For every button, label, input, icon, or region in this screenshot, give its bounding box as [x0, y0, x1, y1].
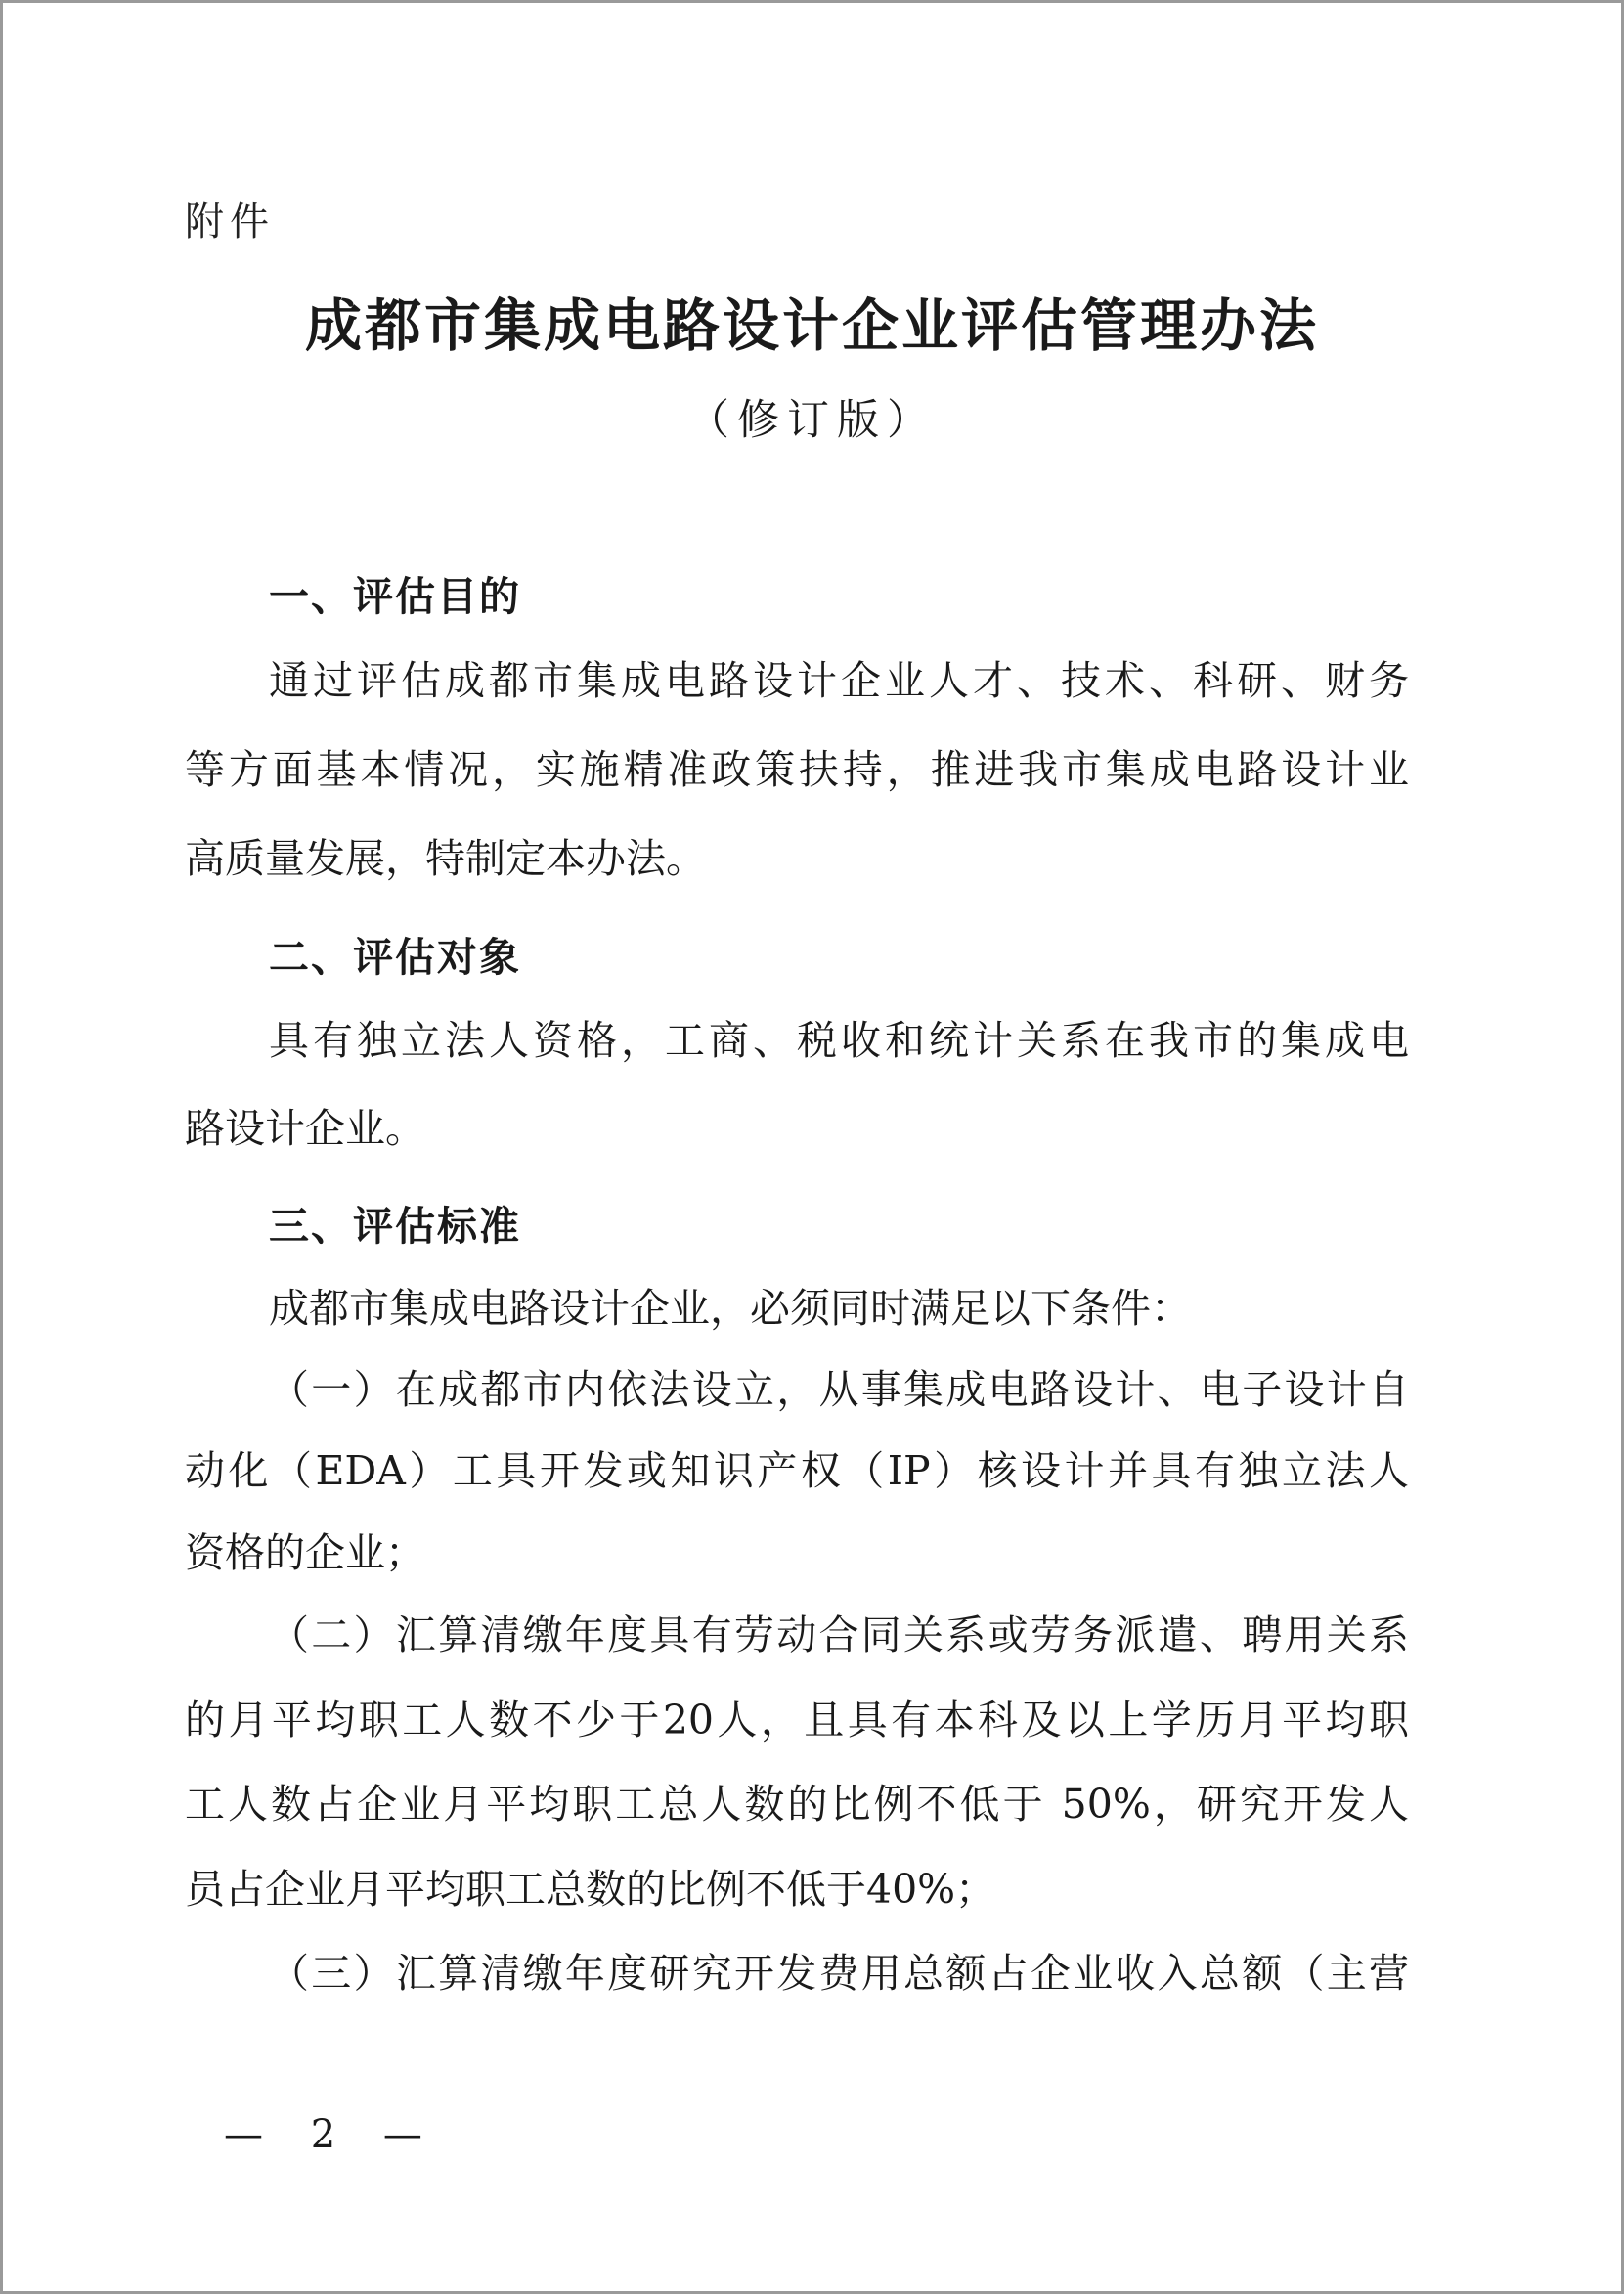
paragraph-line: 具有独立法人资格，工商、税收和统计关系在我市的集成电 — [269, 1017, 1409, 1064]
section-heading-purpose: 一、评估目的 — [269, 573, 521, 620]
paragraph-line: 的月平均职工人数不少于20人，且具有本科及以上学历月平均职 — [185, 1697, 1409, 1743]
paragraph-line: （一）在成都市内依法设立，从事集成电路设计、电子设计自 — [269, 1366, 1409, 1413]
section-heading-target: 二、评估对象 — [269, 934, 521, 981]
document-title: 成都市集成电路设计企业评估管理办法 — [304, 292, 1319, 359]
paragraph-line: 高质量发展，特制定本办法。 — [185, 835, 706, 882]
paragraph-line: 通过评估成都市集成电路设计企业人才、技术、科研、财务 — [269, 657, 1409, 704]
paragraph-line: 员占企业月平均职工总数的比例不低于40%； — [185, 1866, 996, 1913]
paragraph-line: （三）汇算清缴年度研究开发费用总额占企业收入总额（主营 — [269, 1950, 1409, 1997]
section-heading-criteria: 三、评估标准 — [269, 1203, 521, 1250]
paragraph-line: 工人数占企业月平均职工总人数的比例不低于 50%，研究开发人 — [185, 1781, 1409, 1828]
paragraph-line: 路设计企业。 — [185, 1105, 425, 1152]
paragraph-line: 动化（EDA）工具开发或知识产权（IP）核设计并具有独立法人 — [185, 1447, 1409, 1494]
paragraph-line: 等方面基本情况，实施精准政策扶持，推进我市集成电路设计业 — [185, 746, 1409, 793]
paragraph-line: （二）汇算清缴年度具有劳动合同关系或劳务派遣、聘用关系 — [269, 1611, 1409, 1658]
annex-label: 附件 — [185, 199, 275, 244]
paragraph-line: 资格的企业； — [185, 1529, 425, 1576]
page-number: — 2 — — [224, 2112, 440, 2157]
paragraph-line: 成都市集成电路设计企业，必须同时满足以下条件： — [269, 1285, 1191, 1332]
document-subtitle: （修订版） — [687, 396, 937, 445]
